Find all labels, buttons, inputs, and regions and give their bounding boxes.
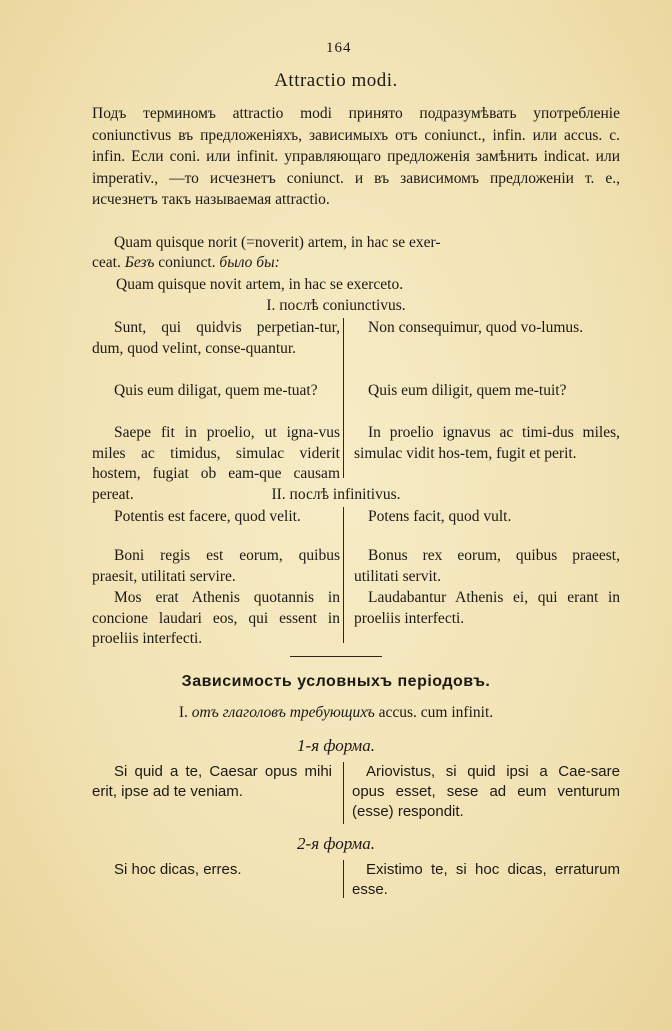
intro-paragraph: Подъ терминомъ attractio modi принято подразумѣвать употребленіе coniunctivus въ предложеніяхъ, зависимыхъ отъ coniunct., infin. или accus. c. infin. Если coni. или infinit. управляющаго предложенія замѣнить indicat. или imperativ., —то исчезнетъ coniunct. и въ зависимомъ предложеніи т. е., исчезнетъ такъ называемая attractio. [92,105,620,208]
example-line-3: Quam quisque novit artem, in hac se exerceto. [116,276,404,293]
example-text: coniunct. [154,254,220,271]
example-line-2 [92,254,280,272]
s2-row3-left: Mos erat Athenis quotannis in concione laudari eos, qui essent in proeliis interfecti. [92,589,340,647]
s2-row1-right: Potens facit, quod vult. [368,508,512,525]
subheading [0,704,672,722]
section-title: Attractio modi. [274,70,398,91]
forma-1-right: Ariovistus, si quid ipsi a Cae-sare opus esset, sese ad eum venturum (esse) respondit. [352,763,620,820]
subheading-italic: отъ глаголовъ требующихъ [191,704,375,721]
s1-row1-left: Sunt, qui quidvis perpetian-tur, dum, quod velint, conse-quantur. [92,319,340,357]
s2-row3-right: Laudabantur Athenis ei, qui erant in proeliis interfecti. [354,589,620,627]
s2-row2-left: Boni regis est eorum, quibus praesit, utilitati servire. [92,547,340,585]
example-italic-note: Безъ [124,254,155,271]
s2-row1-left: Potentis est facere, quod velit. [114,508,301,525]
section-heading-1: I. послѣ coniunctivus. [266,297,406,314]
column-divider [343,860,344,898]
forma-2-right: Existimo te, si hoc dicas, erraturum esse. [352,861,620,898]
s1-row3-left: Saepe fit in proelio, ut igna-vus miles ac timidus, simulac viderit hostem, fugiat ob eam-que causam pereat. [92,424,340,503]
forma-2-label: 2-я форма. [297,834,375,853]
chapter-heading: Зависимость условныхъ періодовъ. [181,673,491,690]
subheading-number: I. [178,704,188,721]
forma-2-left: Si hoc dicas, erres. [114,861,242,878]
section-heading-2: II. послѣ infinitivus. [271,486,401,503]
example-italic-note: было бы: [219,254,280,271]
example-text: ceat. [92,254,125,271]
example-line-1: Quam quisque norit (=noverit) artem, in hac se exer- [114,234,441,251]
s1-row1-right: Non consequimur, quod vo-lumus. [368,319,584,336]
column-divider [343,318,344,478]
forma-1-left: Si quid a te, Caesar opus mihi erit, ipse ad te veniam. [92,763,332,800]
column-divider [343,762,344,824]
forma-1-label: 1-я форма. [297,736,375,755]
s1-row2-left: Quis eum diligat, quem me-tuat? [114,382,318,399]
page-number: 164 [326,40,352,56]
column-divider [343,507,344,643]
s1-row3-right: In proelio ignavus ac timi-dus miles, simulac vidit hos-tem, fugit et perit. [354,424,620,462]
s2-row2-right: Bonus rex eorum, quibus praeest, utilitati servit. [354,547,620,585]
section-rule [290,656,382,657]
s1-row2-right: Quis eum diligit, quem me-tuit? [368,382,567,399]
subheading-tail: accus. cum infinit. [374,704,494,721]
